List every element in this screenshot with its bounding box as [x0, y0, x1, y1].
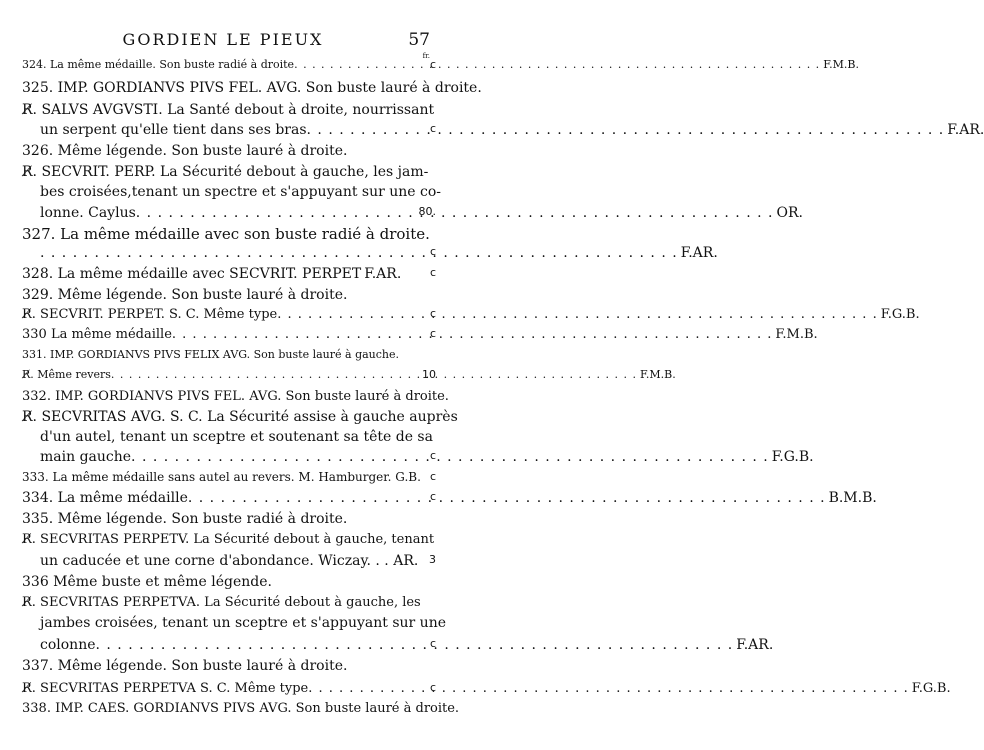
- line-text: 331. IMP. GORDIANVS PIVS FELIX AVG. Son buste lauré à gauche.: [22, 348, 400, 361]
- dot-leader: [40, 245, 678, 261]
- collection-ref: F.AR.: [947, 122, 984, 138]
- line-content: [22, 307, 920, 322]
- line-content: [22, 266, 402, 282]
- line-content: [40, 615, 446, 631]
- line-text: 336 Même buste et même légende.: [22, 574, 272, 590]
- line-text: d'un autel, tenant un sceptre et soutenant sa tête de sa: [40, 429, 433, 445]
- catalog-line: [0, 574, 446, 594]
- line-text: lonne. Caylus: [40, 205, 136, 221]
- line-text: 334. La même médaille: [22, 490, 188, 506]
- line-text: jambes croisées, tenant un sceptre et s'appuyant sur une: [40, 615, 446, 631]
- line-content: [22, 143, 386, 159]
- line-content: [40, 553, 419, 569]
- line-text: 332. IMP. GORDIANVS PIVS FEL. AVG. Son buste lauré à droite.: [22, 389, 449, 404]
- catalog-line: [0, 307, 920, 327]
- catalog-line: [0, 287, 446, 307]
- catalog-line: [0, 429, 446, 449]
- collection-ref: F.M.B.: [775, 327, 818, 342]
- catalog-line: [0, 348, 446, 368]
- line-content: [22, 681, 951, 696]
- line-content: [22, 348, 400, 361]
- line-text: 338. IMP. CAES. GORDIANVS PIVS AVG. Son buste lauré à droite.: [22, 701, 460, 716]
- line-content: [22, 490, 877, 506]
- line-text: 335. Même légende. Son buste radié à droite.: [22, 511, 348, 527]
- rarity-value: c: [429, 307, 436, 320]
- line-content: [40, 449, 814, 465]
- line-content: [22, 658, 386, 674]
- line-text: R̸. SECVRITAS PERPETVA. La Sécurité debout à gauche, les: [22, 595, 421, 610]
- collection-ref: OR.: [776, 205, 803, 221]
- catalog-line: [0, 658, 446, 678]
- line-text: 326. Même légende. Son buste lauré à droite.: [22, 143, 348, 159]
- collection-ref: F.AR.: [364, 266, 402, 282]
- line-text: R̸. SECVRITAS PERPETVA S. C. Même type: [22, 681, 309, 696]
- catalog-line: [0, 102, 446, 122]
- catalog-line: [0, 553, 446, 573]
- line-text: 330 La même médaille: [22, 327, 172, 342]
- line-text: main gauche: [40, 449, 132, 465]
- collection-ref: F.G.B.: [911, 681, 951, 696]
- rarity-value: c: [429, 327, 436, 340]
- line-content: [22, 102, 435, 118]
- line-content: [22, 701, 460, 716]
- catalog-line: [0, 595, 446, 615]
- catalog-line: [0, 490, 877, 510]
- line-content: [22, 164, 429, 180]
- line-text: bes croisées,tenant un spectre et s'appuyant sur une co-: [40, 184, 442, 200]
- line-content: [22, 58, 859, 71]
- rarity-value: c: [429, 470, 436, 483]
- catalog-line: [0, 637, 774, 657]
- page-title: GORDIEN LE PIEUX: [122, 30, 324, 49]
- rarity-value: 3: [429, 553, 436, 566]
- catalog-line: [0, 389, 449, 409]
- collection-ref: F.AR.: [680, 245, 718, 261]
- line-content: [22, 389, 449, 404]
- rarity-value: c: [429, 490, 436, 503]
- rarity-value: c: [429, 681, 436, 694]
- line-content: [22, 327, 818, 342]
- line-text: un caducée et une corne d'abondance. Wiczay. . . AR.: [40, 553, 419, 569]
- line-content: [22, 409, 458, 425]
- line-content: [22, 80, 482, 96]
- catalog-line: [0, 511, 446, 531]
- line-text: 324. La même médaille. Son buste radié à droite: [22, 58, 295, 71]
- dot-leader: [188, 490, 826, 506]
- rarity-value: c: [429, 122, 436, 135]
- collection-ref: F.G.B.: [880, 307, 920, 322]
- rarity-value: c: [429, 637, 436, 650]
- dot-leader: [172, 327, 772, 342]
- line-content: [40, 637, 774, 653]
- line-text: un serpent qu'elle tient dans ses bras: [40, 122, 307, 138]
- rarity-value: c: [429, 266, 436, 279]
- rarity-value: c: [429, 245, 436, 258]
- collection-ref: B.M.B.: [828, 490, 877, 506]
- collection-ref: F.M.B.: [640, 368, 676, 381]
- catalog-line: [0, 122, 984, 142]
- dot-leader: [111, 368, 637, 381]
- line-content: [22, 532, 435, 547]
- catalog-line: [0, 205, 803, 225]
- line-text: 328. La même médaille avec SECVRIT. PERPET: [22, 266, 362, 282]
- line-text: 333. La même médaille sans autel au revers. M. Hamburger. G.B.: [22, 470, 421, 484]
- line-content: [22, 595, 421, 610]
- catalog-line: [0, 532, 446, 552]
- line-content: [40, 429, 433, 445]
- line-text: R̸. SECVRITAS PERPETV. La Sécurité debout à gauche, tenant: [22, 532, 435, 547]
- dot-leader: [131, 449, 769, 465]
- catalog-line: [0, 245, 718, 265]
- catalog-line: [0, 266, 446, 286]
- catalog-line: [0, 58, 859, 78]
- catalog-line: [0, 409, 458, 429]
- catalog-line: [0, 164, 446, 184]
- catalog-line: [0, 681, 951, 701]
- line-content: [22, 470, 421, 484]
- line-content: [22, 511, 386, 527]
- catalog-line: [0, 368, 676, 388]
- catalog-line: [0, 327, 818, 347]
- line-text: R̸. Même revers: [22, 368, 111, 381]
- line-content: [40, 184, 442, 200]
- line-content: [22, 287, 386, 303]
- collection-ref: F.G.B.: [771, 449, 814, 465]
- line-text: R̸. SALVS AVGVSTI. La Santé debout à droite, nourrissant: [22, 102, 435, 118]
- catalog-line: [0, 80, 482, 100]
- line-text: 327. La même médaille avec son buste radié à droite.: [22, 225, 430, 243]
- rarity-value: c: [429, 58, 436, 71]
- collection-ref: F.M.B.: [823, 58, 859, 71]
- column-note: fr.: [422, 52, 430, 60]
- rarity-value: 10: [422, 368, 436, 381]
- line-text: 329. Même légende. Son buste lauré à droite.: [22, 287, 348, 303]
- collection-ref: F.AR.: [736, 637, 774, 653]
- catalog-line: [0, 449, 814, 469]
- catalog-line: [0, 701, 460, 721]
- line-text: R̸. SECVRIT. PERPET. S. C. Même type: [22, 307, 278, 322]
- dot-leader: [277, 307, 877, 322]
- rarity-value: c: [429, 449, 436, 462]
- catalog-line: [0, 470, 446, 490]
- line-content: [22, 574, 386, 590]
- dot-leader: [294, 58, 820, 71]
- line-text: colonne: [40, 637, 96, 653]
- catalog-line: [0, 225, 446, 245]
- rarity-value: 80.: [418, 205, 436, 218]
- line-content: [22, 225, 430, 243]
- catalog-line: [0, 615, 446, 635]
- catalog-line: [0, 184, 446, 204]
- dot-leader: [136, 205, 774, 221]
- line-text: R̸. SECVRIT. PERP. La Sécurité debout à gauche, les jam-: [22, 164, 429, 180]
- page-number: 57: [408, 30, 430, 50]
- catalog-line: [0, 143, 446, 163]
- line-text: R̸. SECVRITAS AVG. S. C. La Sécurité assise à gauche auprès: [22, 409, 458, 425]
- line-content: [40, 245, 718, 261]
- line-text: 337. Même légende. Son buste lauré à droite.: [22, 658, 348, 674]
- line-content: [40, 122, 984, 138]
- line-text: 325. IMP. GORDIANVS PIVS FEL. AVG. Son buste lauré à droite.: [22, 80, 482, 96]
